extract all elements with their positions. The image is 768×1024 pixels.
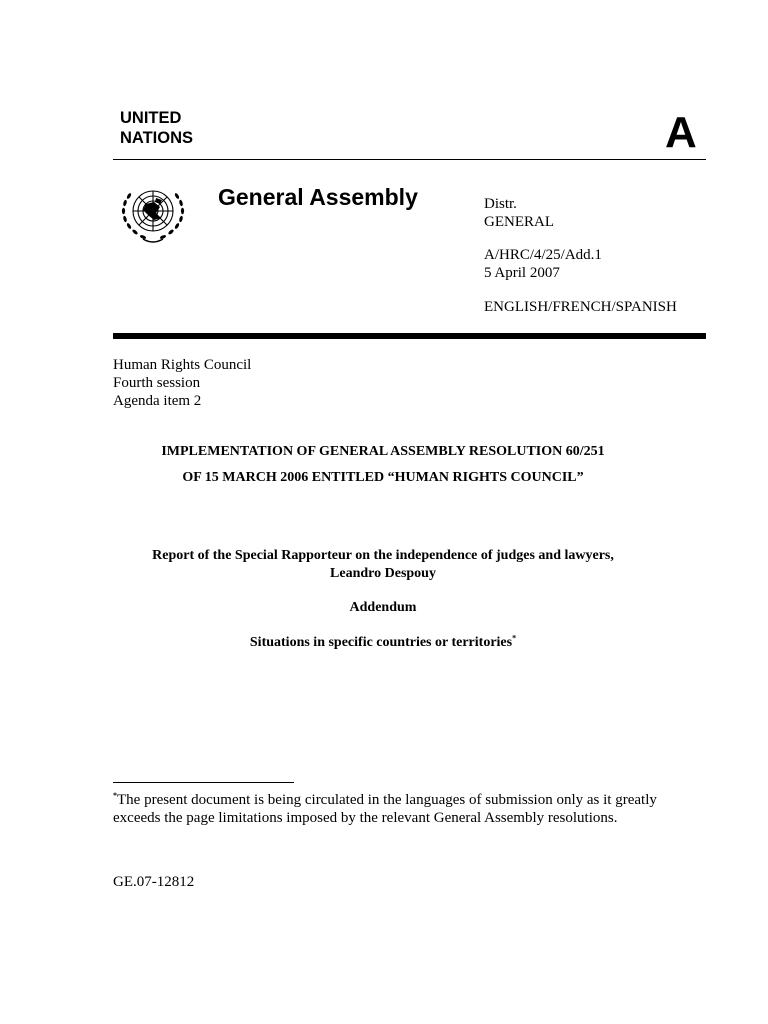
subtitle-text: Situations in specific countries or territories <box>249 635 513 650</box>
organization-name-line2: NATIONS <box>120 129 194 147</box>
header-divider <box>113 159 706 160</box>
report-title-line1: Report of the Special Rapporteur on the independence of judges and lawyers, <box>152 548 614 563</box>
document-languages: ENGLISH/FRENCH/SPANISH <box>484 299 677 315</box>
organization-name <box>120 108 193 148</box>
report-title-line2: Leandro Despouy <box>330 566 436 581</box>
footnote-text: The present document is being circulated in the languages of submission only as it greatly exceeds the page limitations imposed by the relevant General Assembly resolutions. <box>113 792 657 826</box>
document-title-line1: IMPLEMENTATION OF GENERAL ASSEMBLY RESOLUTION 60/251 <box>161 444 605 459</box>
footnote-mark: * <box>113 791 117 800</box>
footnote-separator <box>113 782 294 783</box>
distribution-value: GENERAL <box>484 214 554 230</box>
document-symbol: A/HRC/4/25/Add.1 <box>484 247 602 263</box>
session-number: Fourth session <box>113 375 201 391</box>
organ-title: General Assembly <box>218 184 418 210</box>
document-series-letter: A <box>665 108 697 157</box>
document-title-line2: OF 15 MARCH 2006 ENTITLED “HUMAN RIGHTS COUNCIL” <box>182 470 584 485</box>
addendum-heading: Addendum <box>349 600 417 615</box>
organization-name-line1: UNITED <box>120 109 182 127</box>
agenda-item: Agenda item 2 <box>113 393 202 409</box>
document-date: 5 April 2007 <box>484 265 560 281</box>
job-number: GE.07-12812 <box>113 874 195 890</box>
footnote <box>113 791 706 827</box>
distribution-label: Distr. <box>484 196 517 212</box>
footnote-reference: * <box>512 633 517 643</box>
un-emblem-icon <box>118 180 188 246</box>
council-name: Human Rights Council <box>113 357 252 373</box>
masthead-divider <box>113 333 706 339</box>
subtitle <box>113 634 653 652</box>
